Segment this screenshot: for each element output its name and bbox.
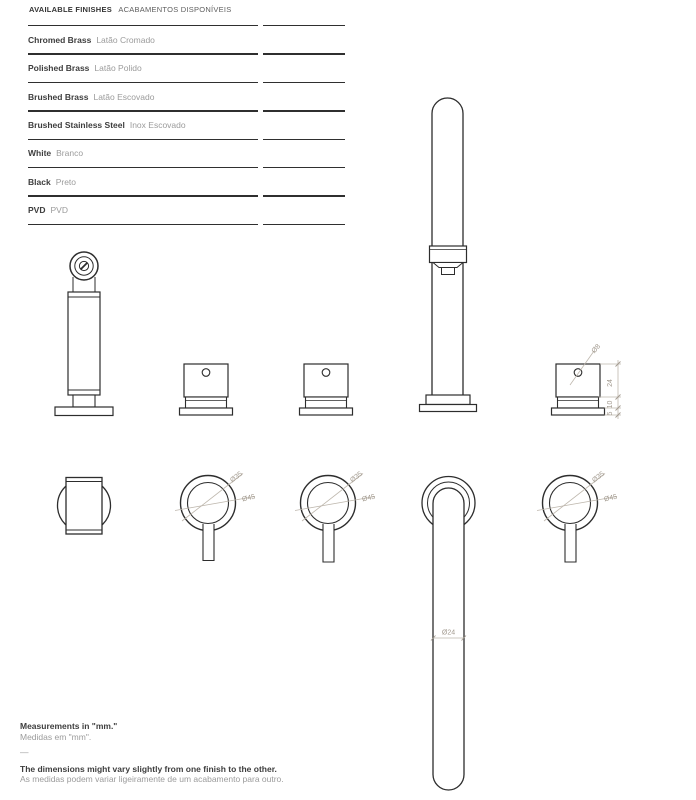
finish-name-en: Brushed Brass xyxy=(28,91,89,102)
handshower-holder-side-view xyxy=(55,252,113,416)
finish-name-en: PVD xyxy=(28,205,46,216)
handle-side-view-1 xyxy=(180,364,233,415)
measurements-note-en: Measurements in "mm." xyxy=(20,721,118,731)
finish-name-pt: Preto xyxy=(55,176,77,187)
finish-name-en: Black xyxy=(28,176,51,187)
dimension-label-inner-dia: Ø35 xyxy=(591,470,606,485)
finish-name-pt: Latão Cromado xyxy=(96,34,155,45)
dimension-label-collar-height: 10 xyxy=(607,400,614,409)
page-title-en: AVAILABLE FINISHES xyxy=(29,5,112,14)
handle-top-view-3 xyxy=(537,470,618,562)
finish-name-en: Polished Brass xyxy=(28,63,90,74)
footer-divider: — xyxy=(20,747,29,757)
footer-notes xyxy=(20,721,284,785)
spout-side-view xyxy=(420,98,477,411)
handle-top-view-1 xyxy=(175,470,256,560)
handle-top-view-2 xyxy=(295,470,376,562)
dimension-label-inner-dia: Ø35 xyxy=(349,470,364,485)
finish-name-pt: Branco xyxy=(56,148,84,159)
handle-side-view-dimensioned xyxy=(552,343,622,419)
finish-name-pt: PVD xyxy=(50,205,68,216)
variance-note-pt: As medidas podem variar ligeiramente de um acabamento para outro. xyxy=(20,774,284,784)
page-title-pt: ACABAMENTOS DISPONÍVEIS xyxy=(118,5,232,14)
finish-name-en: Chromed Brass xyxy=(28,34,92,45)
dimension-label-outer-dia: Ø45 xyxy=(603,493,618,504)
dimension-label-outer-dia: Ø45 xyxy=(361,493,376,504)
handle-side-view-2 xyxy=(300,364,353,415)
dimension-label-plate-height: 5 xyxy=(607,411,614,416)
measurements-note-pt: Medidas em "mm". xyxy=(20,731,92,742)
variance-note-en: The dimensions might vary slightly from one finish to the other. xyxy=(20,763,277,774)
finish-name-pt: Latão Polido xyxy=(94,63,142,74)
dimension-label-outer-dia: Ø45 xyxy=(241,493,256,504)
spout-top-view xyxy=(422,477,475,790)
handshower-holder-top-view xyxy=(58,478,111,535)
dimension-label-inner-dia: Ø35 xyxy=(229,470,244,485)
finish-name-en: Brushed Stainless Steel xyxy=(28,120,125,131)
finish-name-en: White xyxy=(28,148,52,159)
finish-name-pt: Inox Escovado xyxy=(129,120,186,131)
dimension-label-body-height: 24 xyxy=(607,379,614,387)
finish-name-pt: Latão Escovado xyxy=(93,91,155,102)
dimension-label-screw-dia: Ø8 xyxy=(590,343,603,355)
dimension-label-spout-dia: Ø24 xyxy=(441,629,456,637)
